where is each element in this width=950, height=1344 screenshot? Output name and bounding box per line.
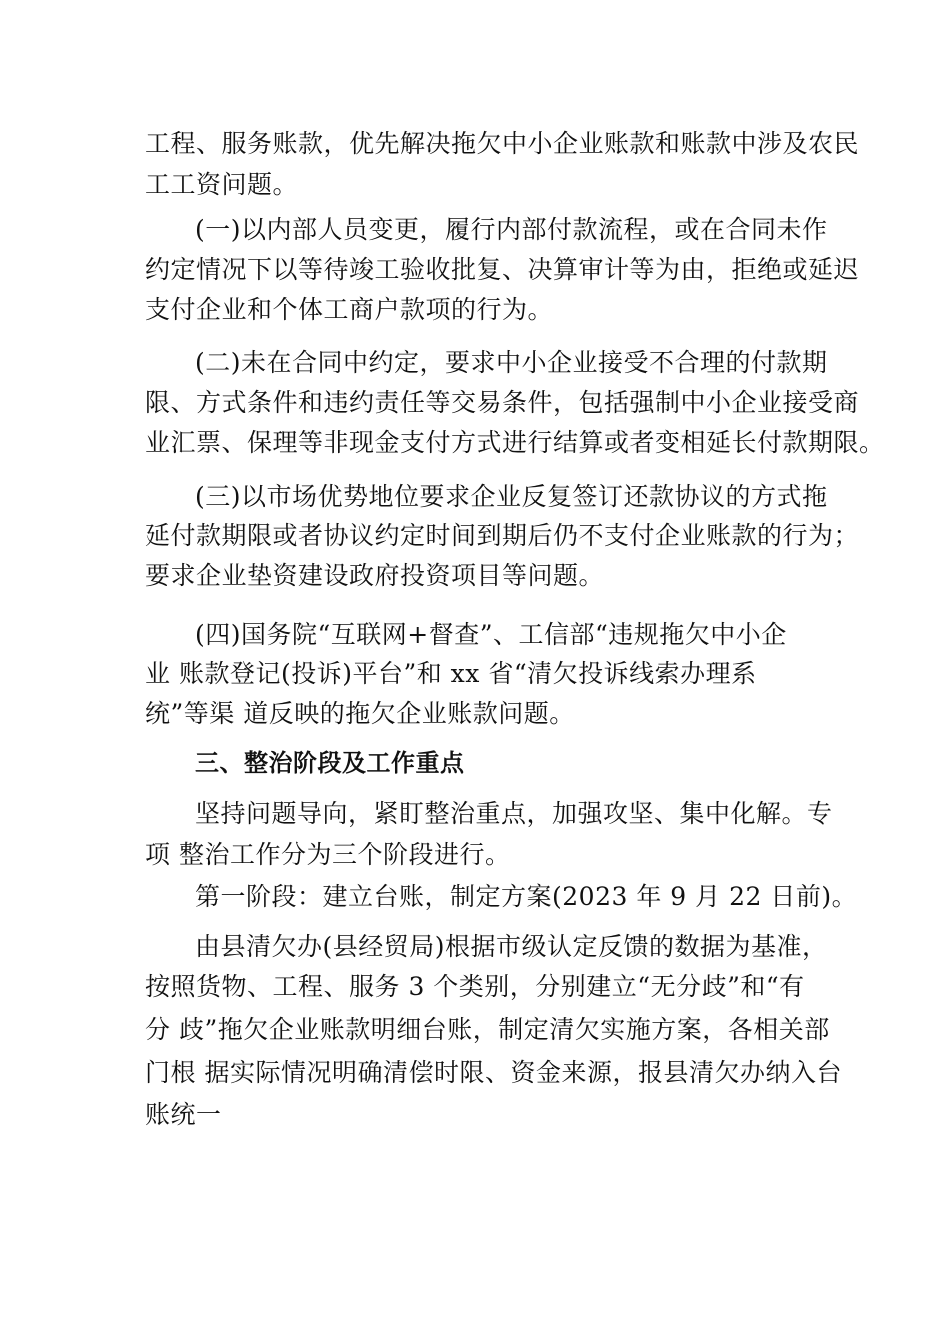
paragraph-item-2: (二)未在合同中约定，要求中小企业接受不合理的付款期: [195, 348, 828, 377]
body-text-line: 门根 据实际情况明确清偿时限、资金来源，报县清欠办纳入台: [145, 1058, 842, 1087]
body-text-line: 延付款期限或者协议约定时间到期后仍不支付企业账款的行为；: [145, 521, 860, 550]
body-text-line: 分 歧”拖欠企业账款明细台账，制定清欠实施方案，各相关部: [145, 1015, 830, 1044]
body-text-line: 支付企业和个体工商户款项的行为。: [145, 295, 554, 324]
body-text-line: 业汇票、保理等非现金支付方式进行结算或者变相延长付款期限。: [145, 428, 885, 457]
body-text-line: 项 整治工作分为三个阶段进行。: [145, 840, 511, 869]
body-text-line: 工程、服务账款，优先解决拖欠中小企业账款和账款中涉及农民: [145, 129, 860, 158]
paragraph-phase-one: 由县清欠办(县经贸局)根据市级认定反馈的数据为基准，: [195, 932, 828, 961]
body-text-line: 工工资问题。: [145, 170, 299, 199]
body-text-line: 约定情况下以等待竣工验收批复、决算审计等为由，拒绝或延迟: [145, 255, 860, 284]
body-text-line: 按照货物、工程、服务 3 个类别，分别建立“无分歧”和“有: [145, 972, 805, 1001]
body-text-line: 限、方式条件和违约责任等交易条件，包括强制中小企业接受商: [145, 388, 860, 417]
body-text-line: 要求企业垫资建设政府投资项目等问题。: [145, 561, 605, 590]
section-heading: 三、整治阶段及工作重点: [195, 749, 465, 777]
body-text-line: 账统一: [145, 1100, 222, 1129]
paragraph-item-1: (一)以内部人员变更，履行内部付款流程，或在合同未作: [195, 215, 828, 244]
paragraph-intro: 坚持问题导向，紧盯整治重点，加强攻坚、集中化解。专: [195, 799, 833, 828]
paragraph-item-3: (三)以市场优势地位要求企业反复签订还款协议的方式拖: [195, 482, 828, 511]
paragraph-item-4: (四)国务院“互联网+督查”、工信部“违规拖欠中小企: [195, 620, 787, 649]
body-text-line: 统”等渠 道反映的拖欠企业账款问题。: [145, 699, 575, 728]
phase-one-title: 第一阶段：建立台账，制定方案(2023 年 9 月 22 日前)。: [195, 882, 858, 911]
body-text-line: 业 账款登记(投诉)平台”和 xx 省“清欠投诉线索办理系: [145, 659, 757, 688]
